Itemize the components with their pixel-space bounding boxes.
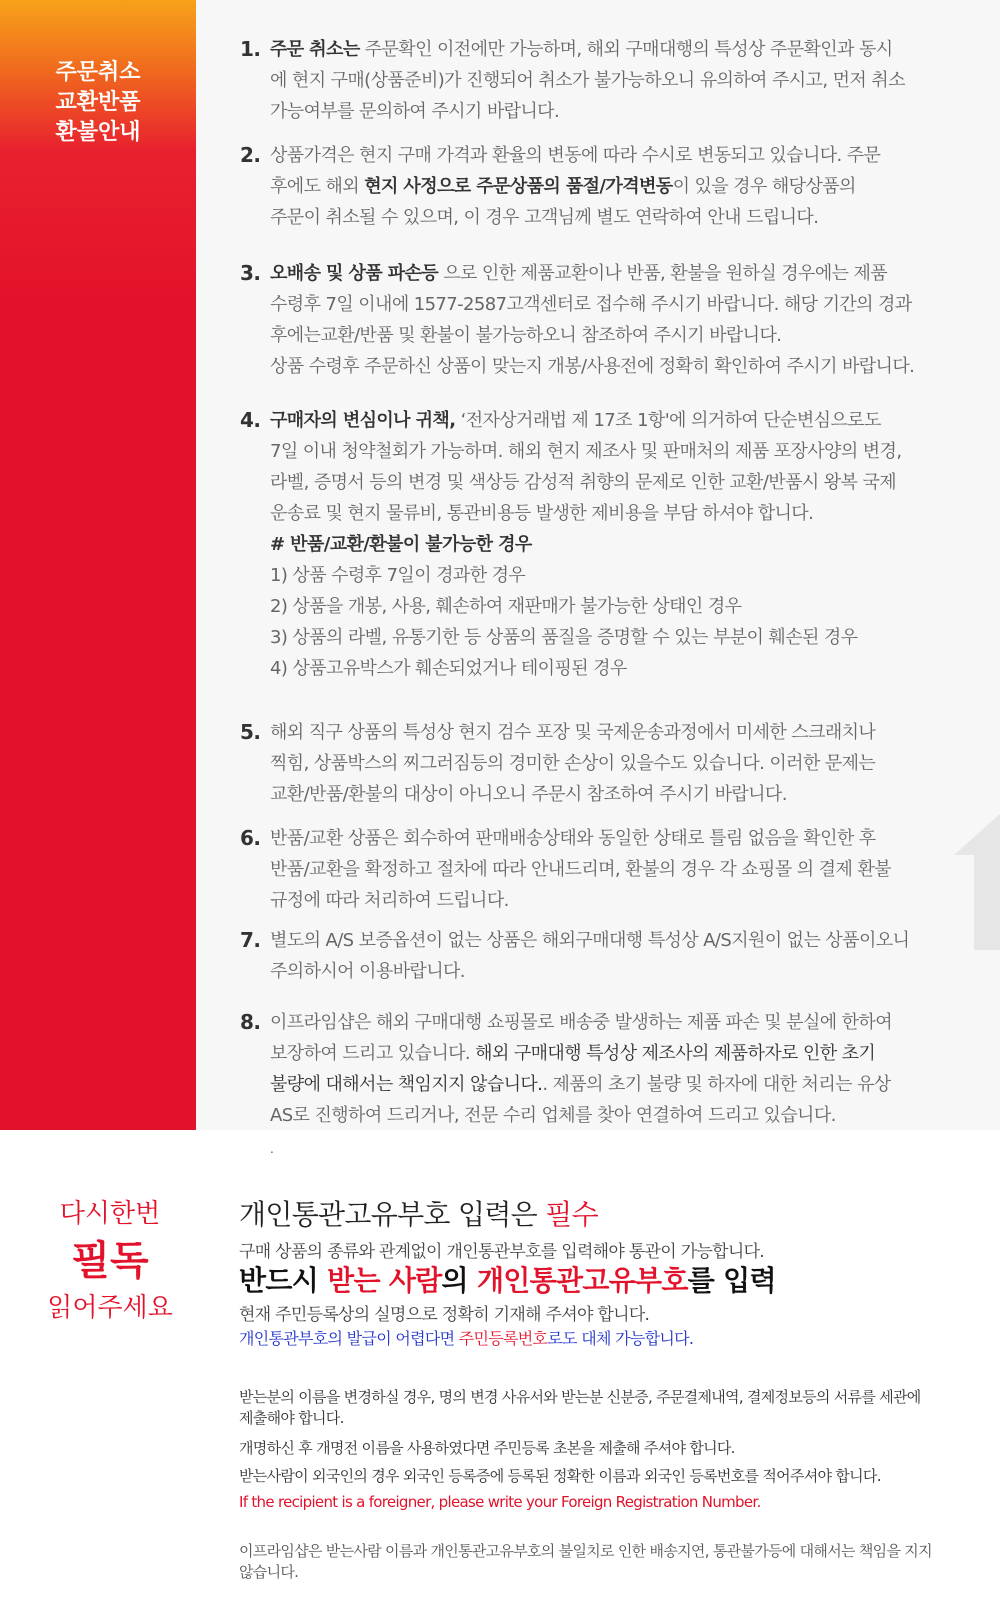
policy-item-line	[270, 351, 990, 382]
policy-item-line	[270, 779, 990, 810]
customs-para1: 구매 상품의 종류와 관계없이 개인통관부호를 입력해야 통관이 가능합니다.	[239, 1242, 765, 1262]
policy-item-line	[270, 34, 990, 65]
policy-text: 주의하시어 이용바랍니다.	[270, 961, 465, 982]
policy-item-line	[270, 854, 990, 885]
policy-text: 주문이 취소될 수 있으며, 이 경우 고객님께 별도 연락하여 안내 드립니다.	[270, 207, 819, 228]
policy-item	[240, 34, 990, 127]
policy-text: AS로 진행하여 드리거나, 전문 수리 업체를 찾아 연결하여 드리고 있습니다.	[270, 1105, 836, 1126]
policy-text: 1) 상품 수령후 7일이 경과한 경우	[270, 565, 526, 586]
policy-item-number: 5.	[240, 720, 261, 744]
read-again-line1: 다시한번	[59, 1199, 161, 1229]
h2-part: 의	[441, 1264, 477, 1297]
policy-item-body	[270, 34, 990, 127]
stray-dot: .	[270, 1142, 274, 1156]
policy-item-line	[270, 1007, 990, 1038]
note-disclaimer	[239, 1541, 979, 1583]
policy-item-line	[270, 885, 990, 916]
policy-item-line	[270, 436, 990, 467]
sidebar-title-line: 환불안내	[55, 120, 141, 145]
p3-resident-number: 주민등록번호	[458, 1329, 548, 1348]
policy-item-line	[270, 956, 990, 987]
policy-item-number: 3.	[240, 261, 261, 285]
policy-item-number: 2.	[240, 143, 261, 167]
policy-text: 주문확인 이전에만 가능하며, 해외 구매대행의 특성상 주문확인과 동시	[359, 39, 893, 60]
h2-part: 반드시	[239, 1264, 328, 1297]
policy-item	[240, 258, 990, 382]
policy-item-number: 8.	[240, 1010, 261, 1034]
policy-text: 이 있을 경우 해당상품의	[672, 176, 856, 197]
policy-item-body	[270, 258, 990, 382]
policy-item-line	[270, 140, 990, 171]
policy-text: 반품/교환 상품은 회수하여 판매배송상태와 동일한 상태로 틀림 없음을 확인한 후	[270, 828, 876, 849]
policy-item-line	[270, 96, 990, 127]
policy-text: 에 현지 구매(상품준비)가 진행되어 취소가 불가능하오니 유의하여 주시고, 먼저 취소	[270, 70, 905, 91]
policy-emphasis: # 반품/교환/환불이 불가능한 경우	[270, 534, 532, 555]
policy-text: 불량에 대해서는 책임지지 않습니다.	[270, 1074, 543, 1095]
policy-item-line	[270, 320, 990, 351]
policy-text: 찍힘, 상품박스의 찌그러짐등의 경미한 손상이 있을수도 있습니다. 이러한 문제는	[270, 753, 876, 774]
customs-para2: 현재 주민등록상의 실명으로 정확히 기재해 주셔야 합니다.	[239, 1305, 650, 1325]
policy-item-body	[270, 405, 990, 684]
policy-text: 후에는교환/반품 및 환불이 불가능하오니 참조하여 주시기 바랍니다.	[270, 325, 782, 346]
policy-text: 2) 상품을 개봉, 사용, 훼손하여 재판매가 불가능한 상태인 경우	[270, 596, 742, 617]
policy-item	[240, 1007, 990, 1131]
policy-item-line	[270, 622, 990, 653]
policy-text: ‘전자상거래법 제 17조 1항'에 의거하여 단순변심으로도	[455, 410, 881, 431]
policy-item-number: 7.	[240, 928, 261, 952]
note-foreigner-english: If the recipient is a foreigner, please write your Foreign Registration Number.	[239, 1493, 761, 1511]
policy-item-line	[270, 591, 990, 622]
policy-item-line	[270, 717, 990, 748]
read-again-badge	[30, 1195, 190, 1327]
policy-item-line	[270, 467, 990, 498]
policy-text: 상품가격은 현지 구매 가격과 환율의 변동에 따라 수시로 변동되고 있습니다. 주문	[270, 145, 881, 166]
customs-heading-text: 개인통관고유부호 입력은	[239, 1198, 546, 1231]
policy-item	[240, 823, 990, 916]
policy-text: 라벨, 증명서 등의 변경 및 색상등 감성적 취향의 문제로 인한 교환/반품시 왕복 국제	[270, 472, 897, 493]
policy-item-line	[270, 498, 990, 529]
policy-item-line	[270, 202, 990, 233]
policy-item	[240, 925, 990, 987]
policy-item	[240, 405, 990, 684]
policy-text: 해외 직구 상품의 특성상 현지 검수 포장 및 국제운송과정에서 미세한 스크래치나	[270, 722, 876, 743]
policy-item-number: 1.	[240, 37, 261, 61]
policy-emphasis: 현지 사정으로 주문상품의 품절/가격변동	[364, 176, 673, 197]
policy-text: 별도의 A/S 보증옵션이 없는 상품은 해외구매대행 특성상 A/S지원이 없는 상품이오니	[270, 930, 910, 951]
h2-recipient: 받는 사람	[327, 1264, 442, 1297]
policy-item-line	[270, 1100, 990, 1131]
h2-customs-code: 개인통관고유부호	[476, 1264, 688, 1297]
note-foreigner: 받는사람이 외국인의 경우 외국인 등록증에 등록된 정확한 이름과 외국인 등록번호를 적어주셔야 합니다.	[239, 1467, 881, 1485]
policy-emphasis: 오배송 및 상품 파손등	[270, 263, 439, 284]
policy-text: 가능여부를 문의하여 주시기 바랍니다.	[270, 101, 560, 122]
policy-text: 운송료 및 현지 물류비, 통관비용등 발생한 제비용을 부담 하셔야 합니다.	[270, 503, 814, 524]
sidebar-title-line: 교환반품	[55, 90, 141, 115]
policy-item-line	[270, 65, 990, 96]
policy-text: 해외 구매대행 특성상 제조사의 제품하자로 인한 초기	[475, 1043, 876, 1064]
policy-item-line	[270, 289, 990, 320]
customs-para3	[239, 1328, 979, 1350]
policy-item-line	[270, 823, 990, 854]
policy-text: 보장하여 드리고 있습니다.	[270, 1043, 476, 1064]
policy-text: 규정에 따라 처리하여 드립니다.	[270, 890, 509, 911]
policy-emphasis: 주문 취소는	[270, 39, 360, 60]
policy-text: 수령후 7일 이내에 1577-2587고객센터로 접수해 주시기 바랍니다. 해당 기간의 경과	[270, 294, 912, 315]
note-line: 않습니다.	[239, 1563, 299, 1581]
policy-item-line	[270, 1038, 990, 1069]
policy-text: 후에도 해외	[270, 176, 365, 197]
sidebar-title	[0, 58, 196, 148]
policy-item-body	[270, 717, 990, 810]
policy-item-line	[270, 1069, 990, 1100]
p3-part: 로도 대체 가능합니다.	[547, 1329, 694, 1348]
note-rename: 개명하신 후 개명전 이름을 사용하였다면 주민등록 초본을 제출해 주셔야 합니다.	[239, 1439, 735, 1457]
h2-part: 를 입력	[687, 1264, 776, 1297]
policy-item-body	[270, 823, 990, 916]
read-again-line3: 읽어주세요	[47, 1293, 173, 1323]
sidebar-title-line: 주문취소	[55, 60, 141, 85]
policy-item-line	[270, 748, 990, 779]
sidebar-banner	[0, 0, 196, 1130]
policy-item-line	[270, 171, 990, 202]
policy-text: 반품/교환을 확정하고 절차에 따라 안내드리며, 환불의 경우 각 쇼핑몰 의 결제 환불	[270, 859, 891, 880]
policy-item-body	[270, 140, 990, 233]
policy-item-line	[270, 653, 990, 684]
policy-item	[240, 717, 990, 810]
customs-heading-required: 필수	[545, 1198, 598, 1231]
policy-text: 3) 상품의 라벨, 유통기한 등 상품의 품질을 증명할 수 있는 부분이 훼손된 경우	[270, 627, 858, 648]
policy-item-line	[270, 560, 990, 591]
policy-emphasis: 구매자의 변심이나 귀책,	[270, 410, 456, 431]
p3-part: 개인통관부호의 발급이 어렵다면	[239, 1329, 459, 1348]
policy-text: 교환/반품/환불의 대상이 아니오니 주문시 참조하여 주시기 바랍니다.	[270, 784, 787, 805]
note-line: 받는분의 이름을 변경하실 경우, 명의 변경 사유서와 받는분 신분증, 주문결제내역, 결제정보등의 서류를 세관에	[239, 1388, 921, 1406]
policy-item-body	[270, 925, 990, 987]
policy-item-number: 6.	[240, 826, 261, 850]
policy-text: . 제품의 초기 불량 및 하자에 대한 처리는 유상	[542, 1074, 891, 1095]
note-line: 제출해야 합니다.	[239, 1409, 344, 1427]
note-line: 이프라임샵은 받는사람 이름과 개인통관고유부호의 불일치로 인한 배송지연, 통관불가등에 대해서는 책임을 지지	[239, 1542, 932, 1560]
read-again-line2: 필독	[71, 1238, 149, 1284]
policy-text: 으로 인한 제품교환이나 반품, 환불을 원하실 경우에는 제품	[438, 263, 888, 284]
note-name-change	[239, 1387, 979, 1429]
policy-item-line	[270, 925, 990, 956]
policy-content	[196, 0, 1000, 1130]
policy-text: 7일 이내 청약철회가 가능하며. 해외 현지 제조사 및 판매처의 제품 포장사양의 변경,	[270, 441, 902, 462]
policy-item-body	[270, 1007, 990, 1131]
policy-text: 4) 상품고유박스가 훼손되었거나 테이핑된 경우	[270, 658, 627, 679]
customs-heading	[239, 1196, 979, 1234]
policy-item	[240, 140, 990, 233]
policy-item-line	[270, 529, 990, 560]
policy-item-number: 4.	[240, 408, 261, 432]
policy-text: 상품 수령후 주문하신 상품이 맞는지 개봉/사용전에 정확히 확인하여 주시기 바랍니다.	[270, 356, 915, 377]
policy-item-line	[270, 405, 990, 436]
policy-item-line	[270, 258, 990, 289]
customs-heading2	[239, 1262, 979, 1300]
policy-text: 이프라임샵은 해외 구매대행 쇼핑몰로 배송중 발생하는 제품 파손 및 분실에 한하여	[270, 1012, 893, 1033]
